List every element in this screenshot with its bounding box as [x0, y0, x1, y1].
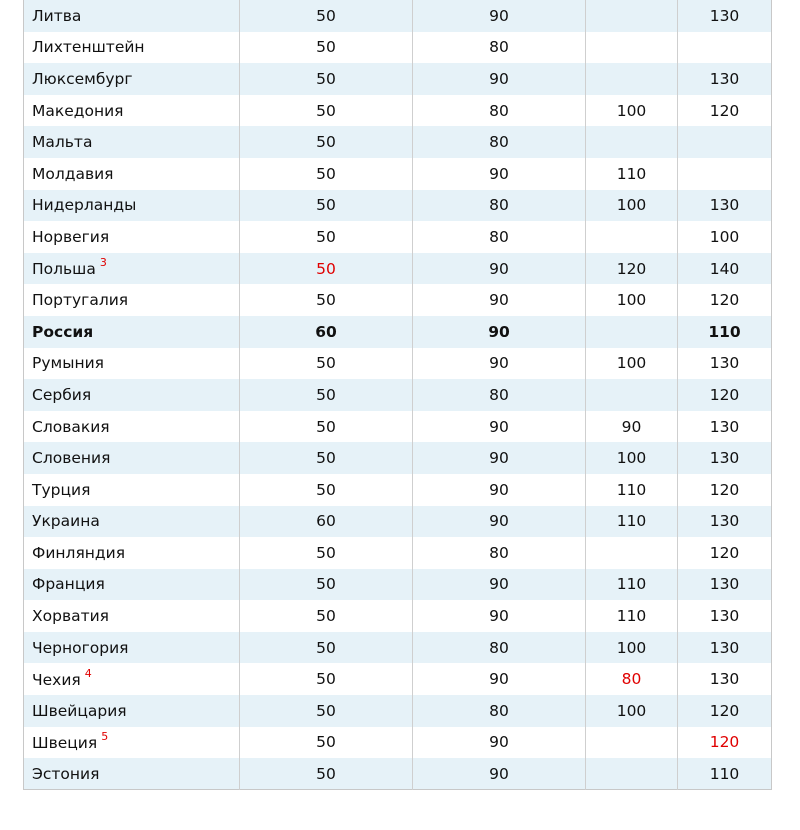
settlement-limit-cell: 50 [240, 600, 413, 632]
expressway-limit-cell: 80 [586, 663, 678, 695]
outside-settlement-limit-cell: 90 [413, 506, 586, 538]
country-cell [24, 190, 240, 222]
country-cell [24, 537, 240, 569]
motorway-limit-cell: 120 [678, 284, 772, 316]
expressway-limit-cell: 100 [586, 95, 678, 127]
outside-settlement-limit-cell: 90 [413, 758, 586, 790]
outside-settlement-limit-cell: 90 [413, 284, 586, 316]
country-cell [24, 506, 240, 538]
settlement-limit-cell: 50 [240, 348, 413, 380]
expressway-limit-cell [586, 316, 678, 348]
outside-settlement-limit-cell: 90 [413, 474, 586, 506]
table-row [24, 506, 772, 538]
outside-settlement-limit-cell: 90 [413, 0, 586, 32]
motorway-limit-cell: 130 [678, 190, 772, 222]
country-cell [24, 221, 240, 253]
settlement-limit-cell: 50 [240, 284, 413, 316]
country-name: Литва [32, 6, 82, 25]
settlement-limit-cell: 50 [240, 126, 413, 158]
expressway-limit-cell: 110 [586, 474, 678, 506]
expressway-limit-cell: 110 [586, 569, 678, 601]
table-row [24, 0, 772, 32]
expressway-limit-cell: 100 [586, 695, 678, 727]
country-name: Португалия [32, 291, 129, 310]
settlement-limit-cell: 50 [240, 32, 413, 64]
table-row [24, 316, 772, 348]
outside-settlement-limit-cell: 90 [413, 158, 586, 190]
table-row [24, 663, 772, 695]
outside-settlement-limit-cell: 90 [413, 411, 586, 443]
country-cell [24, 348, 240, 380]
table-row [24, 348, 772, 380]
table-row [24, 695, 772, 727]
country-name: Словения [32, 449, 111, 468]
table-row [24, 600, 772, 632]
settlement-limit-cell: 50 [240, 727, 413, 759]
country-name: Черногория [32, 638, 129, 657]
settlement-limit-cell: 60 [240, 506, 413, 538]
country-name: Хорватия [32, 607, 110, 626]
outside-settlement-limit-cell: 90 [413, 253, 586, 285]
outside-settlement-limit-cell: 80 [413, 379, 586, 411]
motorway-limit-cell: 120 [678, 695, 772, 727]
settlement-limit-cell: 50 [240, 758, 413, 790]
table-row [24, 569, 772, 601]
country-name: Швейцария [32, 701, 127, 720]
settlement-limit-cell: 50 [240, 632, 413, 664]
outside-settlement-limit-cell: 90 [413, 600, 586, 632]
outside-settlement-limit-cell: 90 [413, 348, 586, 380]
country-name: Люксембург [32, 69, 133, 88]
settlement-limit-cell: 50 [240, 537, 413, 569]
motorway-limit-cell: 120 [678, 379, 772, 411]
settlement-limit-cell: 50 [240, 0, 413, 32]
expressway-limit-cell [586, 32, 678, 64]
country-cell [24, 95, 240, 127]
outside-settlement-limit-cell: 80 [413, 221, 586, 253]
settlement-limit-cell: 50 [240, 95, 413, 127]
table-row [24, 284, 772, 316]
table-row [24, 379, 772, 411]
outside-settlement-limit-cell: 80 [413, 537, 586, 569]
country-cell [24, 632, 240, 664]
country-cell [24, 442, 240, 474]
motorway-limit-cell: 110 [678, 758, 772, 790]
table-row [24, 632, 772, 664]
expressway-limit-cell: 100 [586, 190, 678, 222]
expressway-limit-cell: 120 [586, 253, 678, 285]
motorway-limit-cell: 130 [678, 442, 772, 474]
table-row [24, 411, 772, 443]
settlement-limit-cell: 50 [240, 253, 413, 285]
country-name: Польша [32, 260, 96, 279]
outside-settlement-limit-cell: 90 [413, 316, 586, 348]
settlement-limit-cell: 60 [240, 316, 413, 348]
settlement-limit-cell: 50 [240, 663, 413, 695]
table-row [24, 32, 772, 64]
table-row [24, 158, 772, 190]
table-body [24, 0, 772, 790]
country-cell [24, 158, 240, 190]
expressway-limit-cell [586, 537, 678, 569]
expressway-limit-cell [586, 379, 678, 411]
country-name: Швеция [32, 734, 98, 753]
country-cell [24, 695, 240, 727]
motorway-limit-cell: 130 [678, 0, 772, 32]
country-cell [24, 284, 240, 316]
speed-limits-table [23, 0, 772, 790]
motorway-limit-cell: 130 [678, 63, 772, 95]
outside-settlement-limit-cell: 80 [413, 32, 586, 64]
country-name: Финляндия [32, 543, 126, 562]
expressway-limit-cell [586, 126, 678, 158]
motorway-limit-cell: 120 [678, 474, 772, 506]
country-name: Турция [32, 480, 91, 499]
country-name: Эстония [32, 764, 100, 783]
table-row [24, 221, 772, 253]
country-name: Словакия [32, 417, 110, 436]
country-cell [24, 0, 240, 32]
outside-settlement-limit-cell: 90 [413, 569, 586, 601]
table-row [24, 442, 772, 474]
table-row [24, 190, 772, 222]
outside-settlement-limit-cell: 80 [413, 190, 586, 222]
expressway-limit-cell [586, 221, 678, 253]
country-cell [24, 727, 240, 759]
country-name: Франция [32, 575, 105, 594]
motorway-limit-cell: 110 [678, 316, 772, 348]
country-cell [24, 316, 240, 348]
country-cell [24, 663, 240, 695]
table-row [24, 126, 772, 158]
expressway-limit-cell: 100 [586, 442, 678, 474]
expressway-limit-cell: 100 [586, 284, 678, 316]
settlement-limit-cell: 50 [240, 190, 413, 222]
outside-settlement-limit-cell: 90 [413, 727, 586, 759]
expressway-limit-cell: 110 [586, 600, 678, 632]
country-name: Россия [32, 322, 94, 341]
motorway-limit-cell: 130 [678, 663, 772, 695]
table-row [24, 95, 772, 127]
country-name: Молдавия [32, 164, 114, 183]
country-name: Украина [32, 512, 100, 531]
settlement-limit-cell: 50 [240, 63, 413, 95]
outside-settlement-limit-cell: 80 [413, 95, 586, 127]
motorway-limit-cell: 140 [678, 253, 772, 285]
motorway-limit-cell: 130 [678, 569, 772, 601]
outside-settlement-limit-cell: 90 [413, 663, 586, 695]
settlement-limit-cell: 50 [240, 474, 413, 506]
settlement-limit-cell: 50 [240, 221, 413, 253]
country-name: Мальта [32, 133, 93, 152]
table-row [24, 63, 772, 95]
motorway-limit-cell [678, 126, 772, 158]
motorway-limit-cell [678, 158, 772, 190]
expressway-limit-cell: 110 [586, 158, 678, 190]
motorway-limit-cell: 130 [678, 411, 772, 443]
expressway-limit-cell: 100 [586, 632, 678, 664]
motorway-limit-cell: 130 [678, 632, 772, 664]
table-row [24, 727, 772, 759]
settlement-limit-cell: 50 [240, 442, 413, 474]
outside-settlement-limit-cell: 80 [413, 695, 586, 727]
country-name: Сербия [32, 385, 92, 404]
expressway-limit-cell: 110 [586, 506, 678, 538]
outside-settlement-limit-cell: 80 [413, 632, 586, 664]
settlement-limit-cell: 50 [240, 411, 413, 443]
footnote-marker: 5 [101, 730, 109, 744]
country-cell [24, 379, 240, 411]
motorway-limit-cell: 100 [678, 221, 772, 253]
footnote-marker: 4 [84, 667, 92, 681]
expressway-limit-cell [586, 0, 678, 32]
country-cell [24, 126, 240, 158]
motorway-limit-cell [678, 32, 772, 64]
motorway-limit-cell: 130 [678, 506, 772, 538]
country-name: Лихтенштейн [32, 38, 145, 57]
table-row [24, 758, 772, 790]
outside-settlement-limit-cell: 90 [413, 63, 586, 95]
expressway-limit-cell: 90 [586, 411, 678, 443]
country-cell [24, 600, 240, 632]
country-cell [24, 758, 240, 790]
footnote-marker: 3 [99, 256, 107, 270]
settlement-limit-cell: 50 [240, 379, 413, 411]
expressway-limit-cell: 100 [586, 348, 678, 380]
motorway-limit-cell: 130 [678, 600, 772, 632]
country-cell [24, 32, 240, 64]
settlement-limit-cell: 50 [240, 569, 413, 601]
country-cell [24, 253, 240, 285]
country-name: Македония [32, 101, 124, 120]
country-cell [24, 63, 240, 95]
country-name: Румыния [32, 354, 104, 373]
outside-settlement-limit-cell: 90 [413, 442, 586, 474]
motorway-limit-cell: 120 [678, 537, 772, 569]
settlement-limit-cell: 50 [240, 695, 413, 727]
expressway-limit-cell [586, 727, 678, 759]
country-name: Нидерланды [32, 196, 137, 215]
country-cell [24, 569, 240, 601]
country-cell [24, 411, 240, 443]
settlement-limit-cell: 50 [240, 158, 413, 190]
expressway-limit-cell [586, 63, 678, 95]
motorway-limit-cell: 120 [678, 95, 772, 127]
motorway-limit-cell: 130 [678, 348, 772, 380]
motorway-limit-cell: 120 [678, 727, 772, 759]
table-row [24, 537, 772, 569]
outside-settlement-limit-cell: 80 [413, 126, 586, 158]
table-row [24, 253, 772, 285]
country-name: Чехия [32, 671, 81, 690]
table-row [24, 474, 772, 506]
expressway-limit-cell [586, 758, 678, 790]
country-name: Норвегия [32, 227, 110, 246]
country-cell [24, 474, 240, 506]
